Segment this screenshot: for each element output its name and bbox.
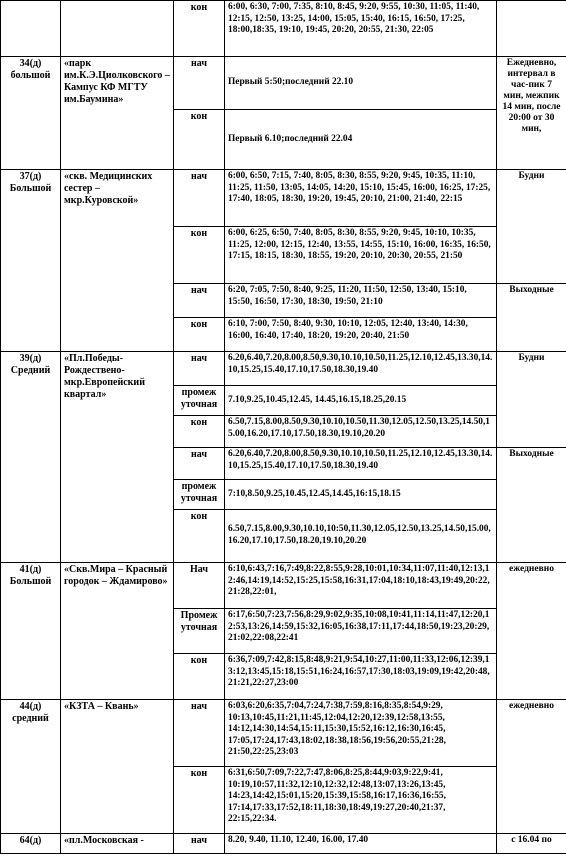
direction-cell: кон — [174, 654, 225, 700]
times-cell: 6.50,7.15,8.00,9.30,10.10,10:50,11.30,12.05,12.50,13.25,14.50,15.00, 16.20,17.10,17.50,18.20,19.10,20.20 — [225, 510, 497, 563]
route-row — [1, 57, 566, 110]
schedule-note: ежедневно — [497, 700, 566, 834]
times-cell: 6:00, 6:25, 6:50, 7:40, 8:05, 8:30, 8:55, 9:20, 9:45, 10:10, 10:35, 11:25, 12:00, 12:15, 12:40, 13:55, 14:55, 15:10, 16:00, 16:35, 16:50, 17:15, 18:15, 18:30, 18:55, 19:20, 20:10, 20:30, 20:55, 21:50 — [225, 227, 497, 284]
route-row — [1, 170, 566, 227]
times-cell: 6:00, 6:50, 7:15, 7:40, 8:05, 8:30, 8:55, 9:20, 9:45, 10:35, 11:10, 11:25, 11:50, 13:05, 14:05, 14:20, 15:10, 15:45, 16:00, 16:25, 17:25, 17:40, 18:05, 18:30, 19:20, 19:45, 20:10, 21:00, 21:40, 22:15 — [225, 170, 497, 227]
times-cell: 6:20, 7:05, 7:50, 8:40, 9:25, 11:20, 11:50, 12:50, 13:40, 15:10, 15:50, 16:50, 17:30, 18:30, 19:50, 21:10 — [225, 284, 497, 318]
route-number — [1, 1, 61, 57]
direction-cell: кон — [174, 416, 225, 448]
route-number: 39(д) Средний — [1, 352, 61, 563]
direction-cell: промеж уточная — [174, 386, 225, 416]
route-number: 44(д) средний — [1, 700, 61, 834]
direction-cell: нач — [174, 57, 225, 110]
direction-cell: кон — [174, 510, 225, 563]
direction-cell: нач — [174, 834, 225, 854]
direction-cell: нач — [174, 448, 225, 480]
times-cell: 6:36,7:09,7:42,8:15,8:48,9:21,9:54,10:27,11:00,11:33,12:06,12:39,13:12,13:45,15:18,15:51,16:24,16:57,17:30,18:03,19:09,19:42,20:48,21:21,22:27,23:00 — [225, 654, 497, 700]
direction-cell: нач — [174, 284, 225, 318]
route-name: «парк им.К.Э.Циолковского – Кампус КФ МГТУ им.Баумина» — [61, 57, 174, 170]
times-cell: 6.20,6.40,7.20,8.00,8.50,9.30,10.10,10.50,11.25,12.10,12.45,13.30,14.10,15.25,15.40,17.10,17.50,18.30,19.40 — [225, 448, 497, 480]
route-number: 41(д) Большой — [1, 563, 61, 700]
times-cell: 6.50,7.15,8.00,8.50,9.30,10.10,10.50,11.30,12.05,12.50,13.25,14.50,15.00,16.20,17.10,17.50,18.30,19.10,20.20 — [225, 416, 497, 448]
times-cell: 6:10,6:43,7:16,7:49,8:22,8:55,9:28,10:01,10:34,11:07,11:40,12:13,12:46,14:19,14:52,15:25,15:58,16:31,17:04,18:10,18:43,19:49,20:22,21:28,22:01, — [225, 563, 497, 609]
direction-cell: нач — [174, 352, 225, 386]
schedule-note: Выходные — [497, 284, 566, 352]
direction-cell: нач — [174, 700, 225, 767]
route-name: «Скв.Мира – Красный городок – Ждамирово» — [61, 563, 174, 700]
route-name: «КЗТА – Квань» — [61, 700, 174, 834]
schedule-note — [497, 1, 566, 57]
times-cell: Первый 6.10;последний 22.04 — [225, 110, 497, 170]
route-number: 64(д) — [1, 834, 61, 854]
times-cell: 8.20, 9.40, 11.10, 12.40, 16.00, 17.40 — [225, 834, 497, 854]
direction-cell: нач — [174, 170, 225, 227]
route-name — [61, 1, 174, 57]
schedule-note: Будни — [497, 170, 566, 284]
schedule-note: с 16.04 по — [497, 834, 566, 854]
times-cell: 6:31,6:50,7:09,7:22,7:47,8:06,8:25,8:44,9:03,9:22,9:41, 10:19,10:57,11:32,12:10,12:32,12:48,13:07,13:26,13:45, 14:23,14:42,15:01,15:20,15:39,15:58,16:17,16:36,16:55, 17:14,17:33,17:52,18:11,18:30,18:49,19:27,20:40,21:37, 22:15,22:34. — [225, 767, 497, 834]
direction-cell: промеж уточная — [174, 480, 225, 510]
direction-cell: кон — [174, 1, 225, 57]
route-number: 37(д) Большой — [1, 170, 61, 352]
route-row — [1, 352, 566, 386]
schedule-note: Ежедневно, интервал в час-пик 7 мин, межпик 14 мин, после 20:00 от 30 мин, — [497, 57, 566, 170]
direction-cell: Промеж уточная — [174, 609, 225, 654]
times-cell: 6:03,6:20,6:35,7:04,7:24,7:38,7:59,8:16,8:35,8:54,9:29, 10:13,10:45,11:21,11:45,12:04,12:20,12:39,12:58,13:55, 14:12,14:30,14:54,15:11,15:30,15:52,16:12,16:30,16:45, 17:05,17:24,17:43,18:02,18:38,18:56,19:56,20:55,21:28, 21:50,22:25,23:03 — [225, 700, 497, 767]
route-row — [1, 700, 566, 767]
direction-cell: кон — [174, 318, 225, 352]
route-name: «пл.Московская - — [61, 834, 174, 854]
times-cell: 6:17,6:50,7:23,7:56,8:29,9:02,9:35,10:08,10:41,11:14,11:47,12:20,12:53,13:26,14:59,15:32,16:05,16:38,17:11,17:44,18:50,19:23,20:29,21:02,22:08,22:41 — [225, 609, 497, 654]
schedule-note: Будни — [497, 352, 566, 448]
direction-cell: кон — [174, 227, 225, 284]
schedule-note: Выходные — [497, 448, 566, 563]
times-cell: 6:00, 6:30, 7:00, 7:35, 8:10, 8:45, 9:20, 9:55, 10:30, 11:05, 11:40, 12:15, 12:50, 13:25, 14:00, 15:05, 15:40, 16:15, 16:50, 17:25, 18:00,18:35, 19:10, 19:45, 20:20, 20:55, 21:30, 22:05 — [225, 1, 497, 57]
route-number: 34(д) большой — [1, 57, 61, 170]
route-name: «Пл.Победы- Рождествено- мкр.Европейский квартал» — [61, 352, 174, 563]
direction-cell: Нач — [174, 563, 225, 609]
times-cell: 7.10,9.25,10.45,12.45, 14.45,16.15,18.25,20.15 — [225, 386, 497, 416]
route-row — [1, 563, 566, 609]
times-cell: Первый 5:50;последний 22.10 — [225, 57, 497, 110]
times-cell: 6:10, 7:00, 7:50, 8:40, 9:30, 10:10, 12:05, 12:40, 13:40, 14:30, 16:00, 16:40, 17:40, 18:20, 19:20, 20:40, 21:50 — [225, 318, 497, 352]
route-row — [1, 834, 566, 854]
direction-cell: кон — [174, 110, 225, 170]
route-row — [1, 1, 566, 57]
times-cell: 7:10,8.50,9.25,10.45,12.45,14.45,16:15,18.15 — [225, 480, 497, 510]
route-name: «скв. Медицинских сестер – мкр.Куровской» — [61, 170, 174, 352]
schedule-note: ежедневно — [497, 563, 566, 700]
direction-cell: кон — [174, 767, 225, 834]
times-cell: 6.20,6.40,7.20,8.00,8.50,9.30,10.10,10.50,11.25,12.10,12.45,13.30,14.10,15.25,15.40,17.10,17.50,18.30,19.40 — [225, 352, 497, 386]
